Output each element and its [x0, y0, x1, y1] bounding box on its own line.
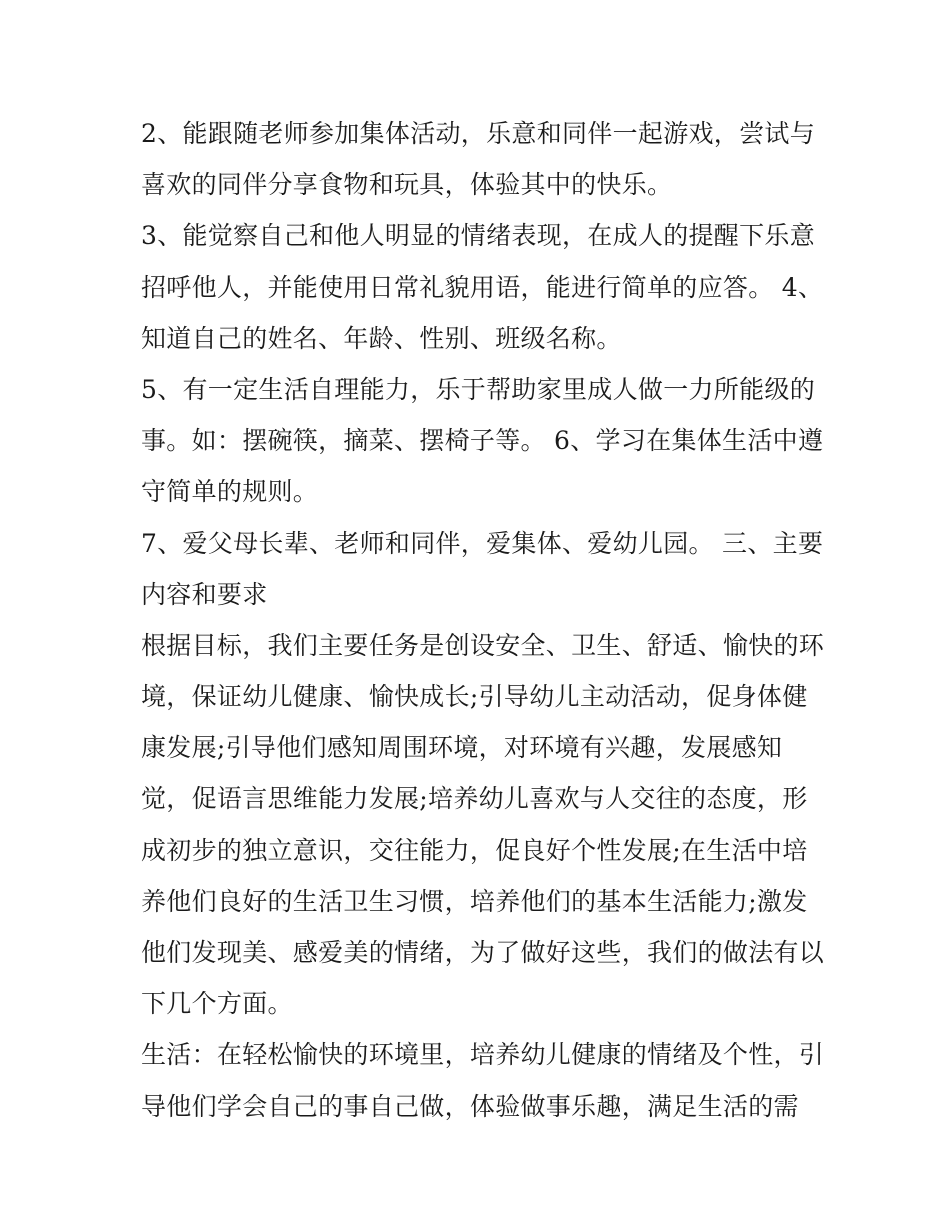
- text-line: 成初步的独立意识，交往能力，促良好个性发展;在生活中培: [141, 835, 808, 865]
- text-line: 3、能觉察自己和他人明显的情绪表现，在成人的提醒下乐意: [141, 221, 816, 251]
- text-line: 下几个方面。: [141, 989, 293, 1019]
- text-line: 养他们良好的生活卫生习惯，培养他们的基本生活能力;激发: [141, 886, 808, 916]
- text-line: 7、爱父母长辈、老师和同伴，爱集体、爱幼儿园。 三、主要: [141, 528, 824, 558]
- text-line: 他们发现美、感爱美的情绪，为了做好这些，我们的做法有以: [141, 938, 825, 967]
- text-line: 招呼他人，并能使用日常礼貌用语，能进行简单的应答。 4、: [141, 272, 824, 302]
- text-line: 喜欢的同伴分享食物和玩具，体验其中的快乐。: [141, 170, 673, 200]
- text-line: 内容和要求: [141, 579, 268, 609]
- text-line: 境，保证幼儿健康、愉快成长;引导幼儿主动活动，促身体健: [141, 682, 808, 712]
- text-line: 事。如：摆碗筷，摘菜、摆椅子等。 6、学习在集体生活中遵: [141, 426, 824, 456]
- text-line: 守简单的规则。: [141, 477, 319, 507]
- text-line: 生活：在轻松愉快的环境里，培养幼儿健康的情绪及个性，引: [141, 1040, 825, 1070]
- text-line: 5、有一定生活自理能力，乐于帮助家里成人做一力所能级的: [141, 374, 816, 404]
- text-line: 2、能跟随老师参加集体活动，乐意和同伴一起游戏，尝试与: [141, 119, 816, 148]
- document-body: [141, 108, 825, 1132]
- text-line: 知道自己的姓名、年龄、性别、班级名称。: [141, 323, 622, 353]
- text-line: 康发展;引导他们感知周围环境，对环境有兴趣，发展感知: [141, 733, 783, 763]
- text-line: 导他们学会自己的事自己做，体验做事乐趣，满足生活的需: [141, 1091, 799, 1121]
- text-line: 根据目标，我们主要任务是创设安全、卫生、舒适、愉快的环: [141, 630, 825, 660]
- text-line: 觉，促语言思维能力发展;培养幼儿喜欢与人交往的态度，形: [141, 784, 808, 814]
